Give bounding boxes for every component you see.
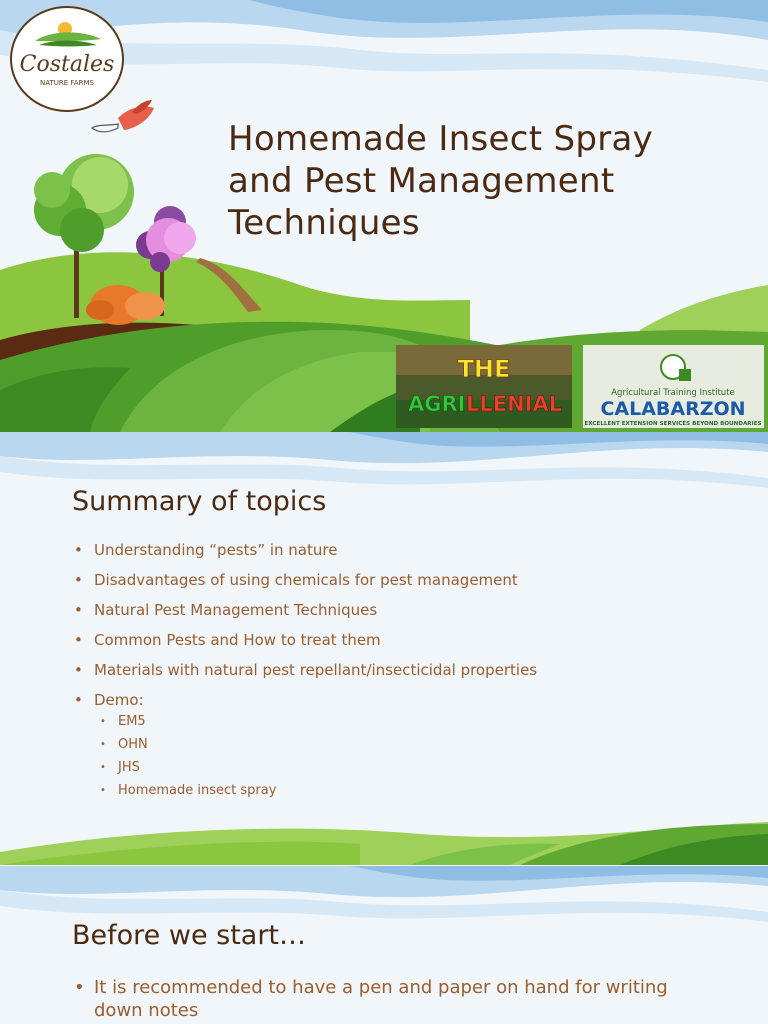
list-item: • Common Pests and How to treat them xyxy=(72,628,537,658)
ati-tagline-text: EXCELLENT EXTENSION SERVICES BEYOND BOUNDARIES xyxy=(584,421,762,427)
list-item: • Disadvantages of using chemicals for pest management xyxy=(72,568,537,598)
sublist-item: • JHS xyxy=(94,758,537,781)
before-start-list xyxy=(72,976,694,1022)
ati-region-text: CALABARZON xyxy=(600,398,746,420)
banner-llenial-text: LLENIAL xyxy=(466,392,563,416)
sublist-item: • Homemade insect spray xyxy=(94,781,537,804)
logo-subtitle-text: NATURE FARMS xyxy=(40,79,94,87)
list-item: • Natural Pest Management Techniques xyxy=(72,598,537,628)
before-start-title: Before we start… xyxy=(72,920,307,951)
sublist-item: • OHN xyxy=(94,735,537,758)
sublist-item: • EM5 xyxy=(94,712,537,735)
title-slide xyxy=(0,0,768,432)
logo-brand-text: Costales xyxy=(19,52,115,77)
demo-sublist xyxy=(94,712,537,804)
banner-the-text: THE xyxy=(457,355,511,383)
summary-slide xyxy=(0,432,768,865)
main-title-line: and Pest Management xyxy=(228,161,615,201)
costales-logo xyxy=(9,5,125,113)
list-item: • It is recommended to have a pen and paper on hand for writing down notes xyxy=(72,976,694,1022)
list-item: • Understanding “pests” in nature xyxy=(72,538,537,568)
ati-org-text: Agricultural Training Institute xyxy=(611,388,735,398)
list-item: • Demo: • EM5 • OHN • JHS • Homemade insect spray xyxy=(72,688,537,804)
before-start-slide xyxy=(0,866,768,1024)
main-title xyxy=(228,118,653,244)
banner-agri-text: AGRI xyxy=(408,392,466,416)
list-item: • Materials with natural pest repellant/insecticidal properties xyxy=(72,658,537,688)
main-title-line: Techniques xyxy=(228,203,420,243)
agrillenial-banner xyxy=(396,345,572,428)
summary-title: Summary of topics xyxy=(72,486,327,517)
ati-calabarzon-banner xyxy=(583,345,764,428)
main-title-line: Homemade Insect Spray xyxy=(228,119,654,159)
topics-list xyxy=(72,538,537,804)
